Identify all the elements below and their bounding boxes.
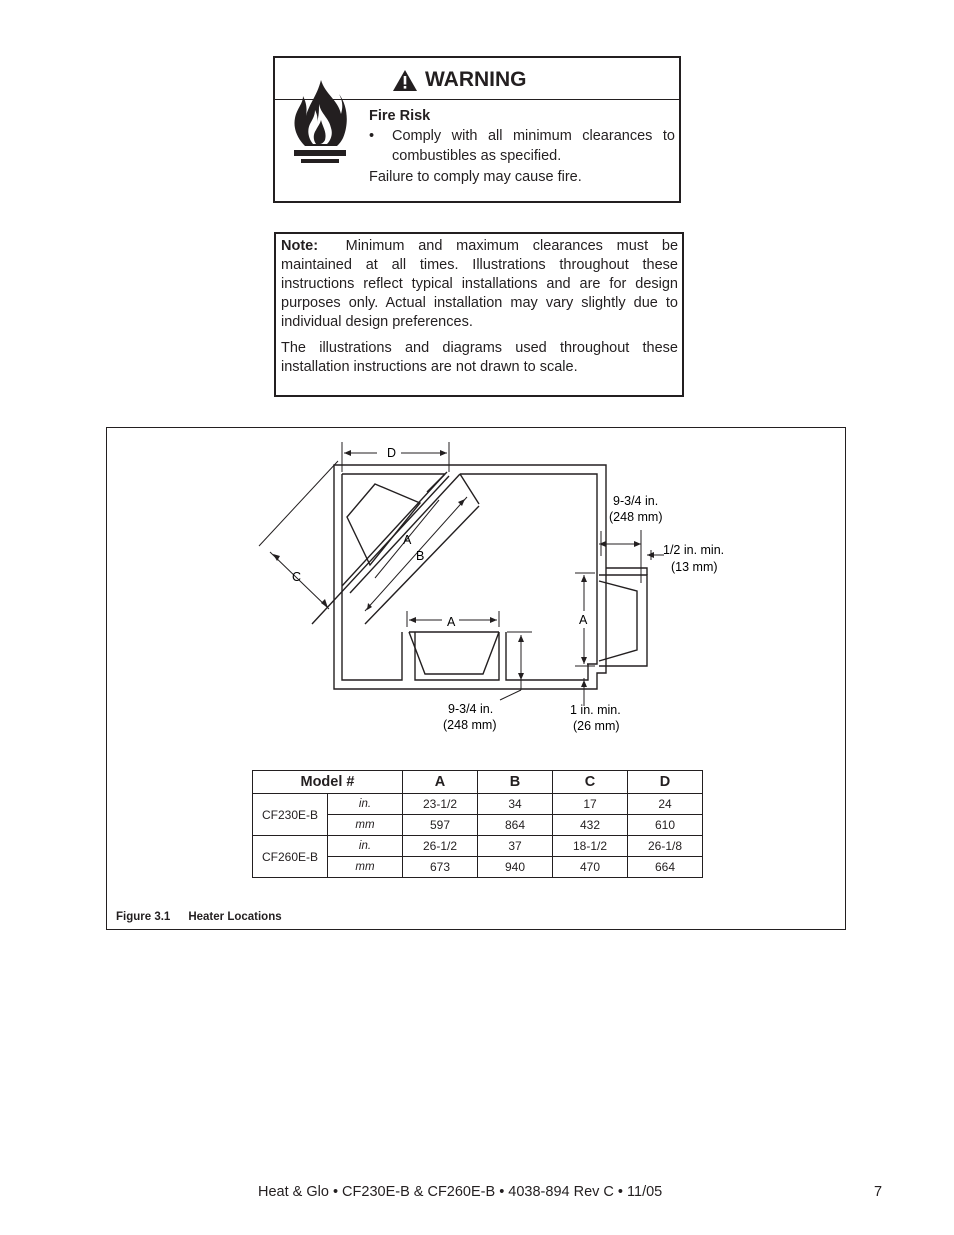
label-b: B xyxy=(416,549,425,563)
label-d: D xyxy=(387,446,397,460)
warning-triangle-icon xyxy=(393,70,417,91)
bullet-marker: • xyxy=(369,128,375,144)
table-row xyxy=(253,836,703,857)
clearance-table xyxy=(252,770,703,878)
model-cell: CF260E-B xyxy=(253,836,328,878)
label-half-min-in: 1/2 in. min. xyxy=(663,543,725,557)
value-a: 23-1/2 xyxy=(403,794,478,815)
label-bottom-clearance-mm: (248 mm) xyxy=(443,718,497,732)
header-c: C xyxy=(553,771,628,794)
unit-cell: in. xyxy=(328,836,403,857)
bottom-heater xyxy=(409,632,499,674)
value-a: 597 xyxy=(403,815,478,836)
figure-caption xyxy=(116,911,282,923)
page-footer: Heat & Glo • CF230E-B & CF260E-B • 4038-894 Rev C • 11/05 xyxy=(258,1184,663,1200)
heater-location-diagram xyxy=(107,428,845,758)
value-d: 26-1/8 xyxy=(628,836,703,857)
label-side-clearance-mm: (248 mm) xyxy=(609,510,663,524)
label-a-diagonal: A xyxy=(403,533,412,547)
value-d: 24 xyxy=(628,794,703,815)
value-b: 34 xyxy=(478,794,553,815)
value-c: 17 xyxy=(553,794,628,815)
warning-body xyxy=(369,106,675,187)
page-number: 7 xyxy=(874,1184,883,1200)
figure-title: Heater Locations xyxy=(188,911,282,923)
label-a-bottom: A xyxy=(447,615,456,629)
warning-heading: Fire Risk xyxy=(369,108,431,124)
label-bottom-clearance-in: 9-3/4 in. xyxy=(448,702,494,716)
warning-box xyxy=(273,56,681,203)
figure-frame xyxy=(106,427,846,930)
value-b: 37 xyxy=(478,836,553,857)
header-d: D xyxy=(628,771,703,794)
label-half-min-mm: (13 mm) xyxy=(671,560,718,574)
unit-cell: mm xyxy=(328,857,403,878)
label-side-clearance-in: 9-3/4 in. xyxy=(613,494,659,508)
note-text-1: Minimum and maximum clearances must be maintained at all times. Illustrations throughout these instructions reflect typical installations and are for design purposes only. Actual installation may vary slightly due to individual design preferences. xyxy=(281,238,679,330)
warning-bullet-text: Comply with all minimum clearances to combustibles as specified. xyxy=(392,128,675,164)
header-model: Model # xyxy=(253,771,403,794)
header-b: B xyxy=(478,771,553,794)
label-c: C xyxy=(292,570,302,584)
label-a-right: A xyxy=(579,613,588,627)
note-label: Note: xyxy=(281,238,319,254)
value-c: 470 xyxy=(553,857,628,878)
value-b: 940 xyxy=(478,857,553,878)
note-paragraph-2: The illustrations and diagrams used throughout these installation instructions are not drawn to scale. xyxy=(281,340,678,375)
note-paragraph-1 xyxy=(281,237,678,332)
value-c: 18-1/2 xyxy=(553,836,628,857)
room-outer-wall xyxy=(334,465,606,689)
unit-cell: in. xyxy=(328,794,403,815)
value-a: 26-1/2 xyxy=(403,836,478,857)
header-a: A xyxy=(403,771,478,794)
label-one-min-in: 1 in. min. xyxy=(570,703,621,717)
table-row xyxy=(253,794,703,815)
warning-title: WARNING xyxy=(425,68,527,91)
value-d: 610 xyxy=(628,815,703,836)
value-a: 673 xyxy=(403,857,478,878)
value-b: 864 xyxy=(478,815,553,836)
label-one-min-mm: (26 mm) xyxy=(573,719,620,733)
note-box xyxy=(274,232,684,397)
value-c: 432 xyxy=(553,815,628,836)
warning-bullet xyxy=(369,126,675,166)
value-d: 664 xyxy=(628,857,703,878)
warning-footer: Failure to comply may cause fire. xyxy=(369,169,582,185)
table-header-row xyxy=(253,771,703,794)
figure-number: Figure 3.1 xyxy=(116,911,171,923)
corner-heater xyxy=(347,484,420,565)
model-cell: CF230E-B xyxy=(253,794,328,836)
fire-hazard-icon xyxy=(291,80,349,168)
room-inner-wall xyxy=(342,474,597,664)
unit-cell: mm xyxy=(328,815,403,836)
